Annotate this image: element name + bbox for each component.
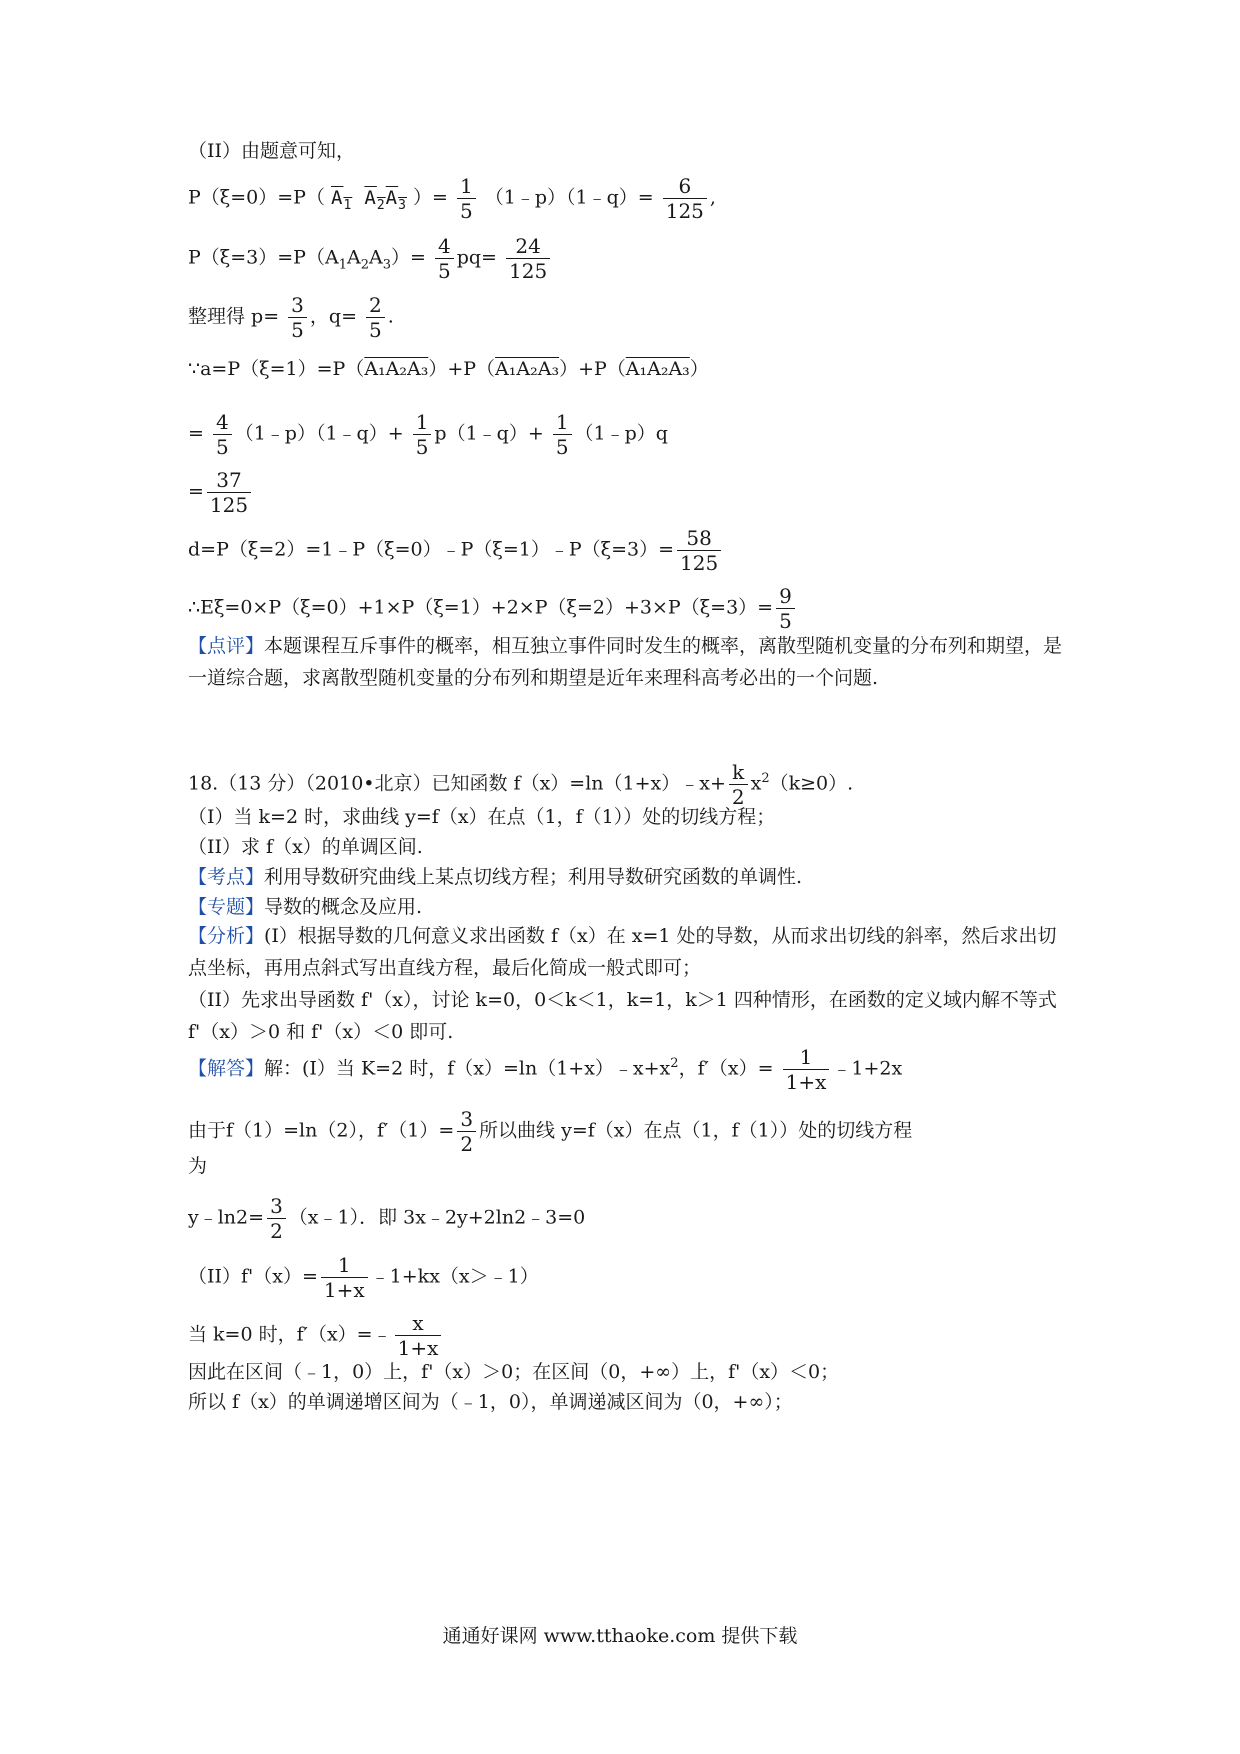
p3-line: $P(\xi=3)=P(A_1A_2A_3)=$ $\frac{4}{5}$ pq= $\frac{24}{125}$ xyxy=(188,234,553,283)
q18-part-ii: （II）求 f（x）的单调区间. xyxy=(188,836,423,858)
p0-a23: $A_2A_3$ xyxy=(364,186,407,213)
p0-pre: P（ξ=0）=P（ xyxy=(188,186,325,209)
footer-watermark: 通通好课网 www.tthaoke.com 提供下载 xyxy=(442,1625,798,1647)
comment-tag: 【点评】 xyxy=(188,635,265,657)
jd8-line: 所以 f（x）的单调递增区间为（﹣1，0），单调递减区间为（0，+∞）； xyxy=(188,1391,793,1413)
jd5-line: （II）f'（x）= $\frac{1}{1+x}$ ﹣1+kx（x＞﹣1） xyxy=(188,1253,539,1302)
p3-frac1: $\frac{4}{5}$ xyxy=(435,234,454,283)
p0-line: P（ξ=0）=P（ $A_1$ $A_2A_3$ ）= $\frac{1}{5}$ （1﹣p）（1﹣q）= $\frac{6}{125}$ , xyxy=(188,174,716,223)
d-line: d=P（ξ=2）=1﹣P（ξ=0）﹣P（ξ=1）﹣P（ξ=3）= $\frac{58}{125}$ xyxy=(188,526,724,575)
zhuanti-tag: 【专题】 xyxy=(188,896,265,918)
jd6-line: 当 k=0 时，f′（x）=﹣ $\frac{x}{1+x}$ xyxy=(188,1311,444,1360)
jieda-tag: 【解答】 xyxy=(188,1057,265,1080)
p0-mid: ）= xyxy=(413,186,448,209)
jieda-line: 【解答】解：(I）当 K=2 时，$f(x)=\ln(1+x)﹣x+x^2$，f′（x）= $\frac{1}{1+x}$ ﹣1+2x xyxy=(188,1045,903,1094)
zhuanti-line: 【专题】导数的概念及应用. xyxy=(188,896,423,918)
a-result: = $\frac{37}{125}$ xyxy=(188,468,254,517)
p-frac: $\frac{3}{5}$ xyxy=(288,293,307,342)
a-eq-line: = $\frac{4}{5}$ （1﹣p）（1﹣q）+ $\frac{1}{5}$ p（1﹣q）+ $\frac{1}{5}$ （1﹣p）q xyxy=(188,410,668,459)
jd3-line: 为 xyxy=(188,1155,208,1177)
comment-paragraph: 【点评】本题课程互斥事件的概率，相互独立事件同时发生的概率，离散型随机变量的分布列和期望，是一道综合题，求离散型随机变量的分布列和期望是近年来理科高考必出的一个问题. xyxy=(188,635,1063,689)
q18-part-i: （I）当 k=2 时，求曲线 y=f（x）在点（1，f（1））处的切线方程； xyxy=(188,806,776,828)
e-line: ∴Eξ=0×P（ξ=0）+1×P（ξ=1）+2×P（ξ=2）+3×P（ξ=3）= $\frac{9}{5}$ xyxy=(188,584,798,633)
part2-title: （II）由题意可知， xyxy=(188,140,356,162)
fenxi-paragraph: 【分析】(I）根据导数的几何意义求出函数 f（x）在 x=1 处的导数，从而求出切线的斜率，然后求出切点坐标，再用点斜式写出直线方程，最后化简成一般式即可； （II）先求出导函数 f'（x），讨论 k=0，0＜k＜1，k=1，k＞1 四种情形，在函数的定义域内解不等式 f'（x）＞0 和 f'（x）＜0 即可. xyxy=(188,925,1057,1043)
jd7-line: 因此在区间（﹣1，0）上，f'（x）＞0；在区间（0，+∞）上，f'（x）＜0； xyxy=(188,1361,840,1383)
solve-line: 整理得 p= $\frac{3}{5}$ ，q= $\frac{2}{5}$ . xyxy=(188,293,394,342)
a-line: ∵a=P（ξ=1）=P（A₁A₂A₃）+P（A₁A₂A₃）+P（A₁A₂A₃） xyxy=(188,358,709,380)
q18-stem: 18.（13 分）（2010•北京）已知函数 f（x）=ln（1+x）﹣x+ $\frac{k}{2}$ $x^2(k\ge 0)$. xyxy=(188,760,854,809)
jd4-line: y﹣ln2= $\frac{3}{2}$ （x﹣1）．即 3x﹣2y+2ln2﹣3=0 xyxy=(188,1194,586,1243)
jd2-line: 由于f（1）=ln（2），f′（1）= $\frac{3}{2}$ 所以曲线 y=f（x）在点（1，f（1））处的切线方程 xyxy=(188,1107,913,1156)
kaodian-line: 【考点】利用导数研究曲线上某点切线方程；利用导数研究函数的单调性. xyxy=(188,866,803,888)
p0-frac1: $\frac{1}{5}$ xyxy=(457,174,476,223)
fenxi-tag: 【分析】 xyxy=(188,925,265,947)
kaodian-tag: 【考点】 xyxy=(188,866,265,888)
q-frac: $\frac{2}{5}$ xyxy=(366,293,385,342)
p0-after: （1﹣p）（1﹣q）= xyxy=(484,186,654,209)
p0-a1: $A_1$ xyxy=(331,186,353,213)
p0-frac2: $\frac{6}{125}$ xyxy=(663,174,707,223)
p3-frac2: $\frac{24}{125}$ xyxy=(506,234,550,283)
